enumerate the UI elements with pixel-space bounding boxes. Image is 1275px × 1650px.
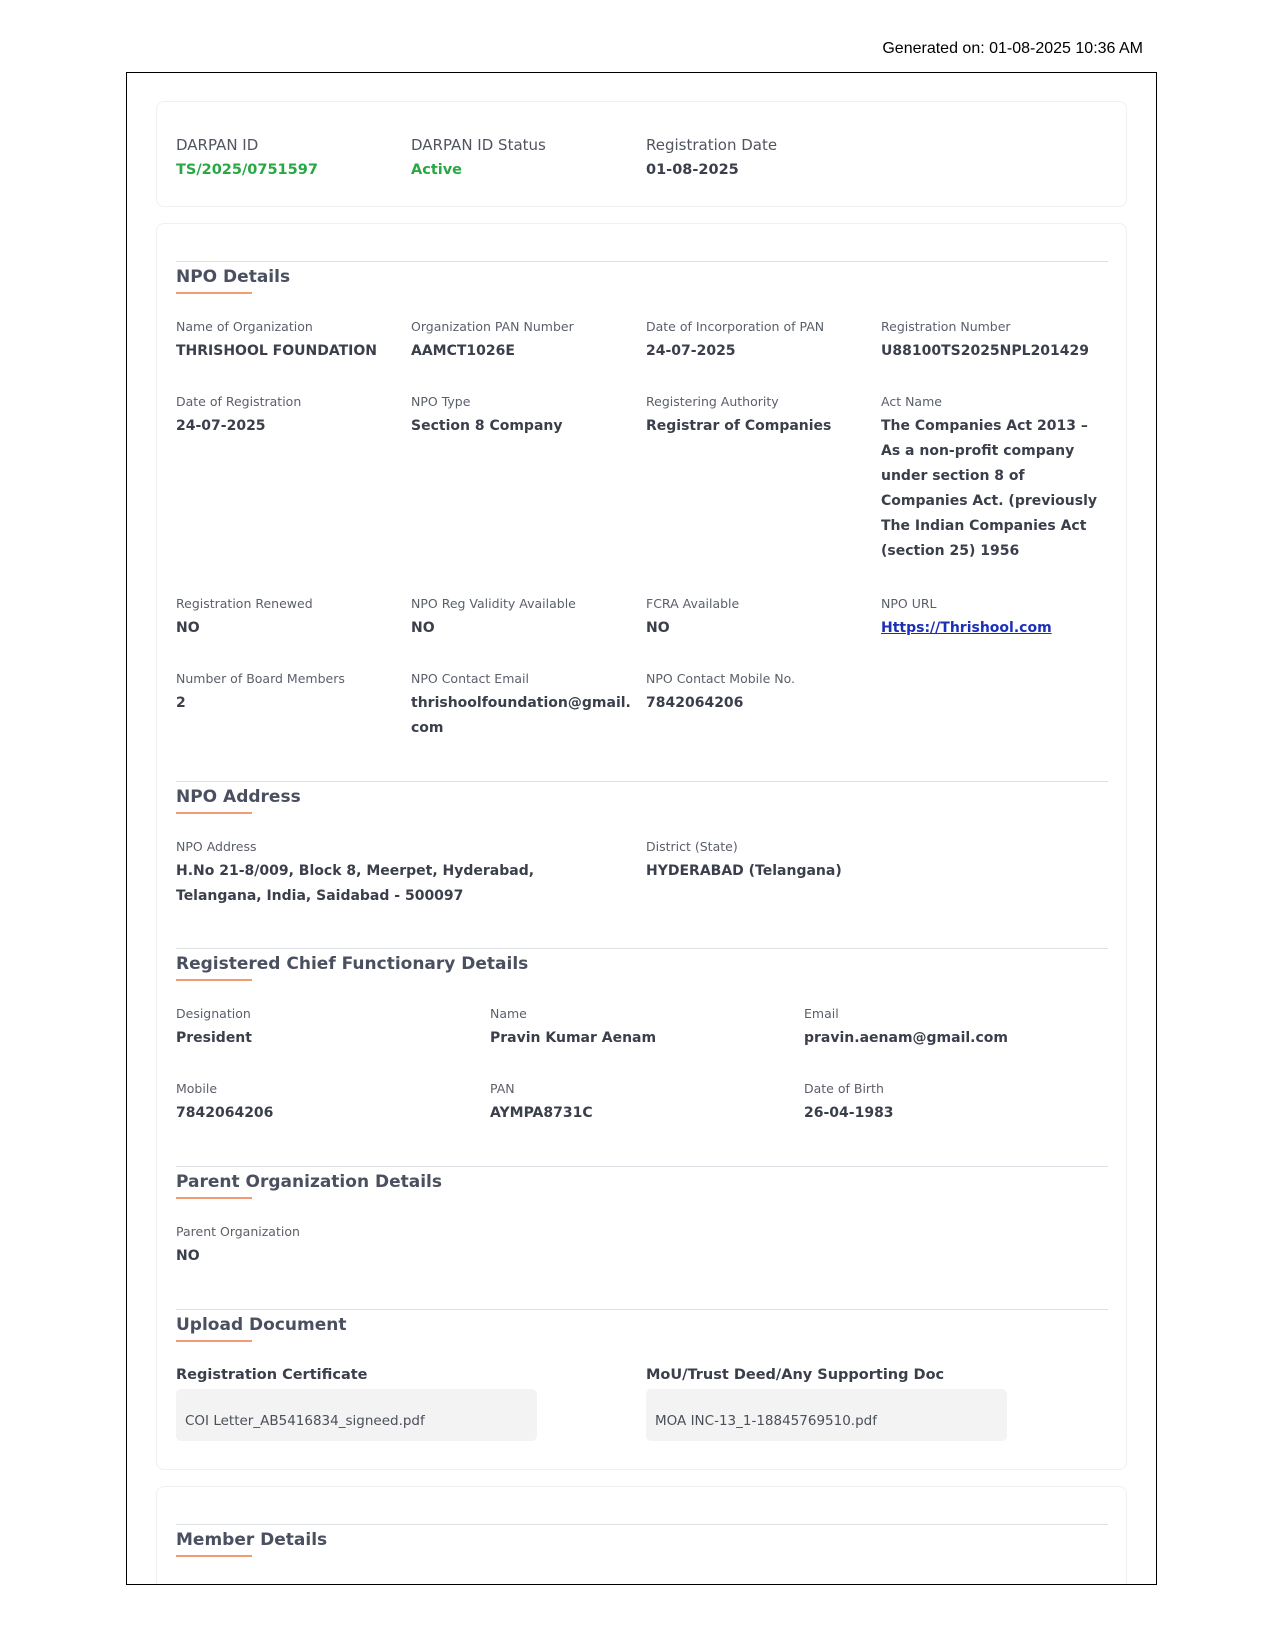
darpan-summary-card	[156, 101, 1127, 207]
parent-org-title: Parent Organization Details	[176, 1172, 452, 1192]
darpan-id-block	[176, 136, 318, 178]
address-label: NPO Address	[176, 839, 257, 854]
parent-org-header	[176, 1166, 1108, 1200]
chief-name-label: Name	[490, 1006, 527, 1021]
chief-mobile-value: 7842064206	[176, 1105, 274, 1121]
darpan-status-value: Active	[411, 162, 463, 178]
document-frame	[126, 72, 1157, 1585]
board-members-label: Number of Board Members	[176, 671, 345, 686]
contact-email-value: thrishoolfoundation@gmail.com	[411, 695, 631, 736]
npo-details-title: NPO Details	[176, 267, 300, 287]
darpan-status-block	[411, 136, 546, 178]
chief-functionary-header	[176, 948, 1108, 982]
reg-validity-label: NPO Reg Validity Available	[411, 596, 576, 611]
reg-number-value: U88100TS2025NPL201429	[881, 343, 1090, 359]
act-name-label: Act Name	[881, 394, 942, 409]
parent-org-value: NO	[176, 1248, 200, 1264]
designation-label: Designation	[176, 1006, 251, 1021]
org-name-value: THRISHOOL FOUNDATION	[176, 343, 377, 359]
board-members-value: 2	[176, 695, 186, 711]
reg-number-label: Registration Number	[881, 319, 1011, 334]
member-details-card	[156, 1486, 1127, 1585]
chief-name-value: Pravin Kumar Aenam	[490, 1030, 657, 1046]
chief-pan-value: AYMPA8731C	[490, 1105, 593, 1121]
npo-details-header	[176, 261, 1108, 295]
npo-address-header	[176, 781, 1108, 815]
reg-certificate-label: Registration Certificate	[176, 1367, 368, 1383]
darpan-status-label: DARPAN ID Status	[411, 136, 546, 154]
reg-renewed-label: Registration Renewed	[176, 596, 313, 611]
pan-date-value: 24-07-2025	[646, 343, 736, 359]
registration-date-value: 01-08-2025	[646, 162, 739, 178]
reg-authority-value: Registrar of Companies	[646, 418, 832, 434]
address-value: H.No 21-8/009, Block 8, Meerpet, Hyderabad, Telangana, India, Saidabad - 500097	[176, 863, 535, 904]
chief-dob-label: Date of Birth	[804, 1081, 884, 1096]
fcra-label: FCRA Available	[646, 596, 740, 611]
registration-date-block	[646, 136, 777, 178]
chief-functionary-title: Registered Chief Functionary Details	[176, 954, 538, 974]
designation-value: President	[176, 1030, 252, 1046]
act-name-value: The Companies Act 2013 – As a non-profit company under section 8 of Companies Act. (previously The Indian Companies Act (section 25) 1956	[881, 418, 1098, 559]
chief-dob-value: 26-04-1983	[804, 1105, 894, 1121]
npo-type-value: Section 8 Company	[411, 418, 563, 434]
npo-url-link[interactable]: Https://Thrishool.com	[881, 620, 1052, 636]
district-value: HYDERABAD (Telangana)	[646, 863, 842, 879]
npo-address-title: NPO Address	[176, 787, 311, 807]
org-pan-label: Organization PAN Number	[411, 319, 574, 334]
npo-url-label: NPO URL	[881, 596, 937, 611]
mou-doc-file[interactable]: MOA INC-13_1-18845769510.pdf	[646, 1389, 1007, 1441]
reg-authority-label: Registering Authority	[646, 394, 779, 409]
reg-date-value: 24-07-2025	[176, 418, 266, 434]
reg-validity-value: NO	[411, 620, 435, 636]
org-name-label: Name of Organization	[176, 319, 313, 334]
upload-document-title: Upload Document	[176, 1315, 356, 1335]
darpan-id-value: TS/2025/0751597	[176, 162, 318, 178]
upload-document-header	[176, 1309, 1108, 1343]
chief-email-value: pravin.aenam@gmail.com	[804, 1030, 1009, 1046]
org-pan-value: AAMCT1026E	[411, 343, 515, 359]
chief-email-label: Email	[804, 1006, 839, 1021]
chief-pan-label: PAN	[490, 1081, 515, 1096]
member-details-title: Member Details	[176, 1530, 337, 1550]
contact-email-label: NPO Contact Email	[411, 671, 529, 686]
mou-doc-label: MoU/Trust Deed/Any Supporting Doc	[646, 1367, 945, 1383]
contact-mobile-value: 7842064206	[646, 695, 744, 711]
darpan-id-label: DARPAN ID	[176, 136, 259, 154]
generated-timestamp: Generated on: 01-08-2025 10:36 AM	[882, 40, 1143, 57]
npo-type-label: NPO Type	[411, 394, 471, 409]
chief-mobile-label: Mobile	[176, 1081, 218, 1096]
reg-date-label: Date of Registration	[176, 394, 302, 409]
reg-renewed-value: NO	[176, 620, 200, 636]
registration-date-label: Registration Date	[646, 136, 778, 154]
district-label: District (State)	[646, 839, 738, 854]
contact-mobile-label: NPO Contact Mobile No.	[646, 671, 796, 686]
npo-main-card	[156, 223, 1127, 1470]
member-details-header	[176, 1524, 1108, 1558]
pan-date-label: Date of Incorporation of PAN	[646, 319, 825, 334]
fcra-value: NO	[646, 620, 670, 636]
parent-org-label: Parent Organization	[176, 1224, 300, 1239]
reg-certificate-file[interactable]: COI Letter_AB5416834_signeed.pdf	[176, 1389, 537, 1441]
